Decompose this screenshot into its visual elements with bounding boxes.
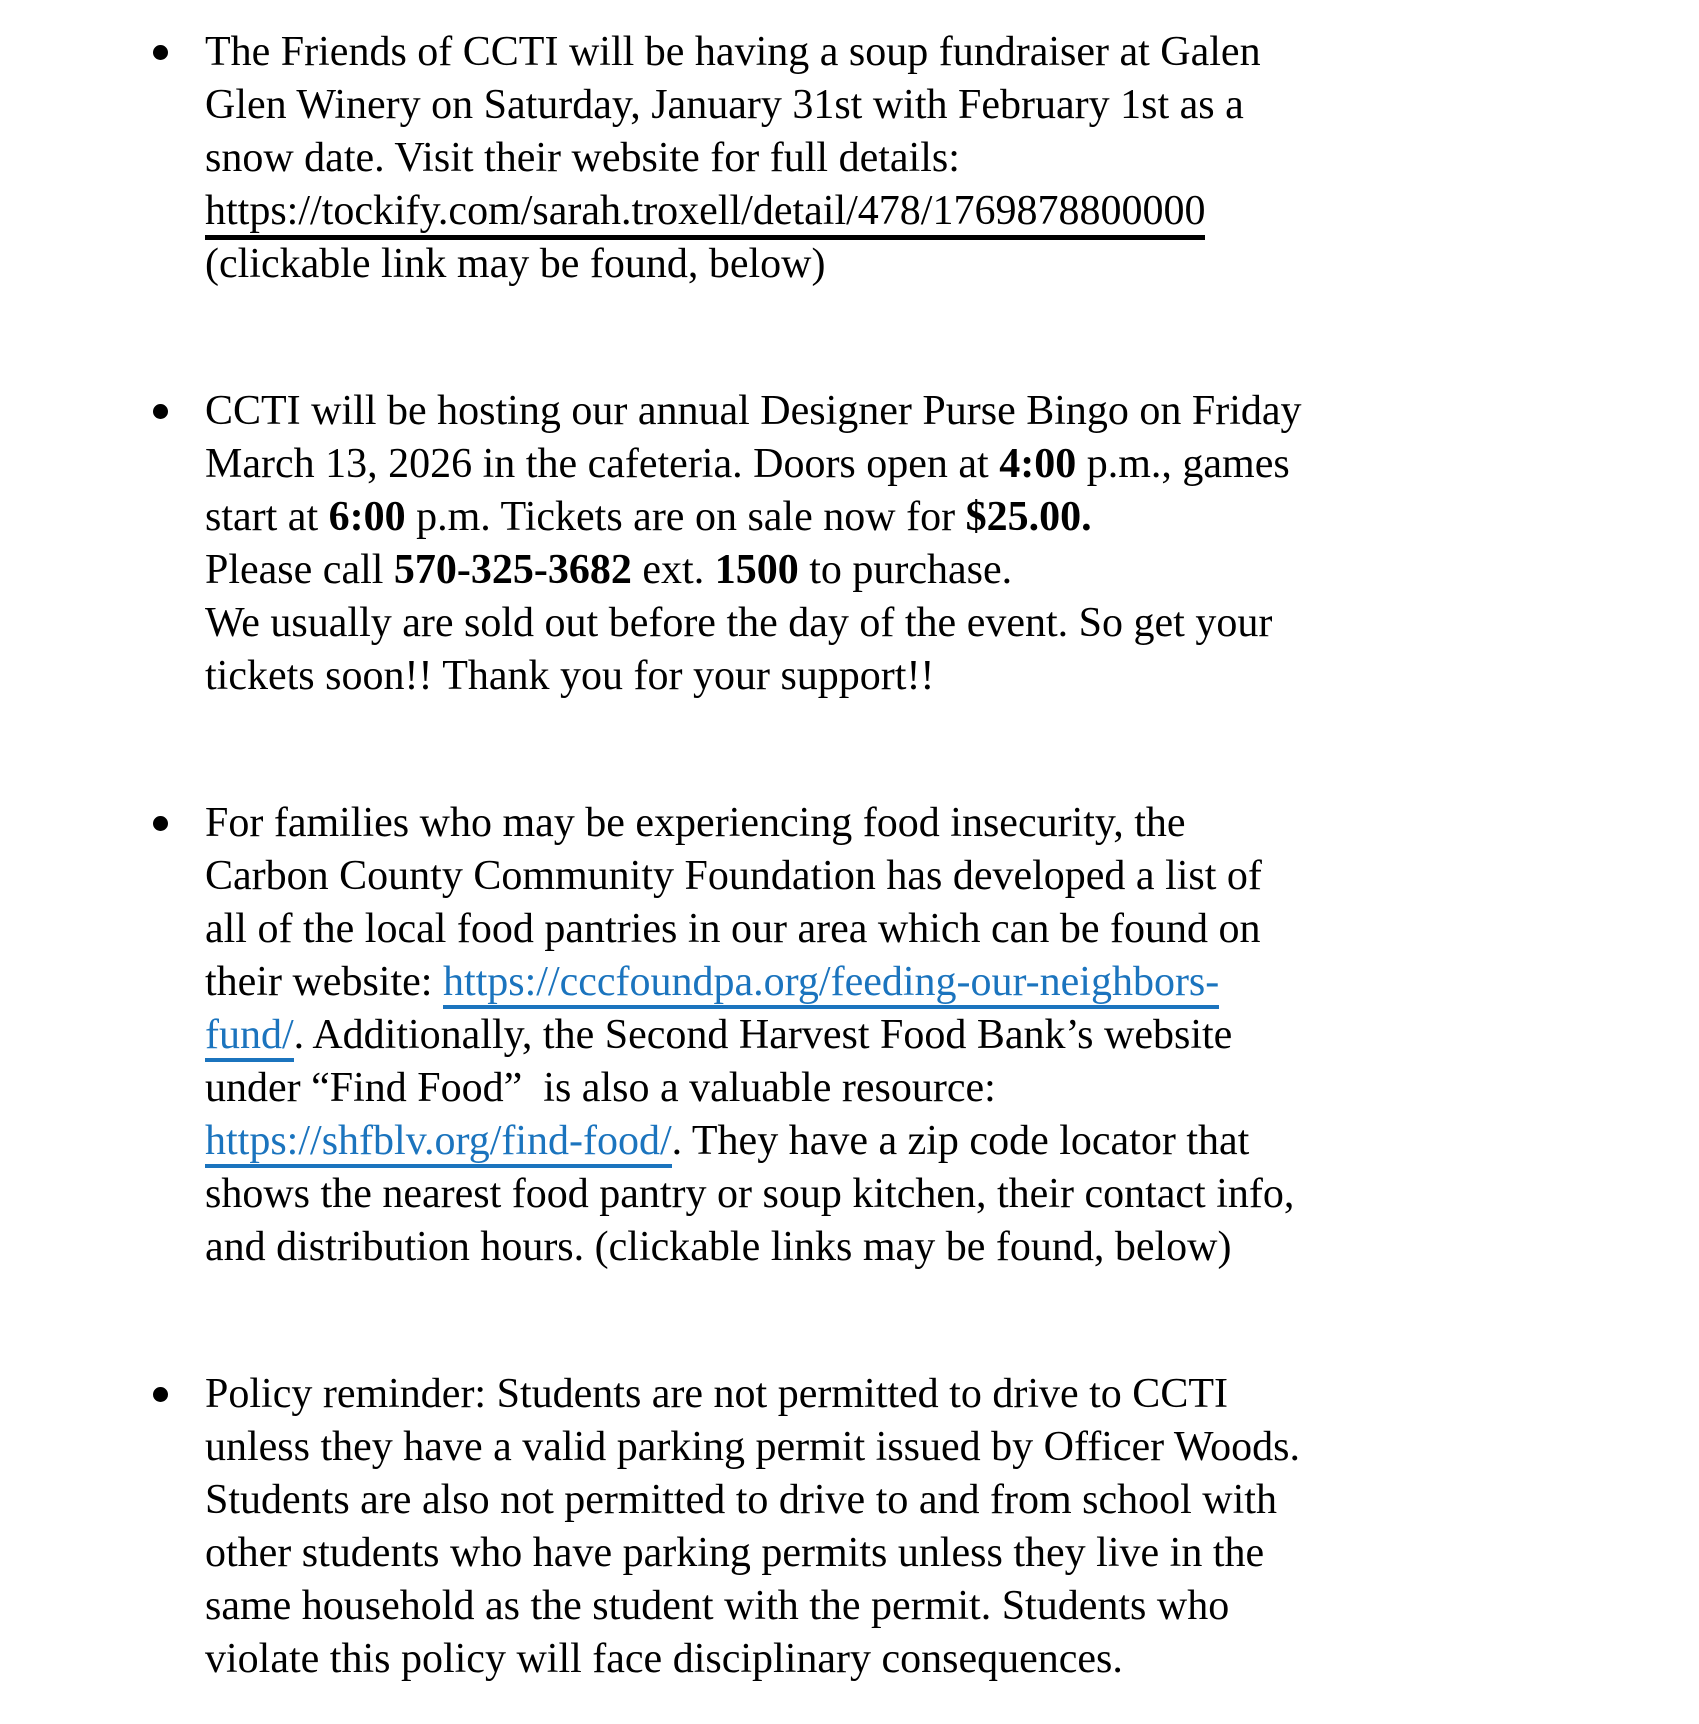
- text-segment: Carbon County Community Foundation has developed a list of: [205, 853, 1262, 899]
- text-segment: same household as the student with the permit. Students who: [205, 1583, 1230, 1629]
- text-segment: tickets soon!! Thank you for your support!!: [205, 653, 935, 699]
- text-line: [205, 185, 1599, 238]
- text-segment: p.m. Tickets are on sale now for: [405, 494, 966, 540]
- bullet-item-purse-bingo: [205, 385, 1599, 703]
- cccfoundpa-link[interactable]: https://cccfoundpa.org/feeding-our-neighbors-: [443, 959, 1219, 1009]
- text-line: [205, 1580, 1599, 1633]
- text-segment: For families who may be experiencing food insecurity, the: [205, 800, 1186, 846]
- text-segment: other students who have parking permits unless they live in the: [205, 1530, 1265, 1576]
- text-segment: Students are also not permitted to drive to and from school with: [205, 1477, 1277, 1523]
- text-line: [205, 1009, 1599, 1062]
- text-line: [205, 1062, 1599, 1115]
- phone-number: 570-325-3682: [393, 547, 632, 593]
- bullet-icon: [153, 45, 168, 60]
- text-segment: (clickable link may be found, below): [205, 241, 826, 287]
- text-line: [205, 544, 1599, 597]
- games-start-time: 6:00: [328, 494, 406, 540]
- text-line: [205, 1368, 1599, 1421]
- text-line: [205, 956, 1599, 1009]
- text-segment: snow date. Visit their website for full details:: [205, 135, 960, 181]
- text-segment: unless they have a valid parking permit issued by Officer Woods.: [205, 1424, 1300, 1470]
- text-segment: violate this policy will face disciplinary consequences.: [205, 1636, 1123, 1682]
- text-line: [205, 903, 1599, 956]
- text-line: [205, 438, 1599, 491]
- text-segment: and distribution hours. (clickable links may be found, below): [205, 1224, 1232, 1270]
- bullet-item-soup-fundraiser: [205, 26, 1599, 291]
- text-line: [205, 1633, 1599, 1686]
- text-line: [205, 491, 1599, 544]
- text-segment: start at: [205, 494, 329, 540]
- bullet-icon: [153, 1387, 168, 1402]
- text-segment: CCTI will be hosting our annual Designer Purse Bingo on Friday: [205, 388, 1302, 434]
- phone-extension: 1500: [714, 547, 799, 593]
- text-line: [205, 1474, 1599, 1527]
- text-line: [205, 650, 1599, 703]
- text-line: [205, 238, 1599, 291]
- text-segment: under “Find Food” is also a valuable resource:: [205, 1065, 996, 1111]
- text-segment: The Friends of CCTI will be having a soup fundraiser at Galen: [205, 29, 1261, 75]
- bullet-icon: [153, 816, 168, 831]
- text-line: [205, 385, 1599, 438]
- cccfoundpa-link-continued[interactable]: fund/: [205, 1012, 294, 1062]
- text-line: [205, 1421, 1599, 1474]
- text-segment: ext.: [631, 547, 715, 593]
- bullet-icon: [153, 404, 168, 419]
- text-line: [205, 1221, 1599, 1274]
- text-line: [205, 1115, 1599, 1168]
- text-segment: Policy reminder: Students are not permitted to drive to CCTI: [205, 1371, 1228, 1417]
- ticket-price: $25.00.: [965, 494, 1092, 540]
- text-line: [205, 850, 1599, 903]
- tockify-link[interactable]: https://tockify.com/sarah.troxell/detail/478/1769878800000: [205, 188, 1205, 240]
- text-line: [205, 79, 1599, 132]
- text-line: [205, 797, 1599, 850]
- text-line: [205, 132, 1599, 185]
- text-segment: . They have a zip code locator that: [671, 1118, 1250, 1164]
- text-segment: to purchase.: [798, 547, 1013, 593]
- text-segment: p.m., games: [1076, 441, 1290, 487]
- text-segment: We usually are sold out before the day of the event. So get your: [205, 600, 1273, 646]
- text-segment: shows the nearest food pantry or soup kitchen, their contact info,: [205, 1171, 1295, 1217]
- text-segment: Please call: [205, 547, 394, 593]
- bullet-item-parking-policy: [205, 1368, 1599, 1686]
- shfblv-link[interactable]: https://shfblv.org/find-food/: [205, 1118, 672, 1168]
- text-line: [205, 1168, 1599, 1221]
- text-segment: Glen Winery on Saturday, January 31st with February 1st as a: [205, 82, 1244, 128]
- text-line: [205, 1527, 1599, 1580]
- text-segment: all of the local food pantries in our area which can be found on: [205, 906, 1261, 952]
- text-line: [205, 597, 1599, 650]
- text-line: [205, 26, 1599, 79]
- doors-open-time: 4:00: [999, 441, 1077, 487]
- bullet-item-food-resources: [205, 797, 1599, 1274]
- text-segment: March 13, 2026 in the cafeteria. Doors open at: [205, 441, 1000, 487]
- text-segment: their website:: [205, 959, 443, 1005]
- text-segment: . Additionally, the Second Harvest Food Bank’s website: [293, 1012, 1233, 1058]
